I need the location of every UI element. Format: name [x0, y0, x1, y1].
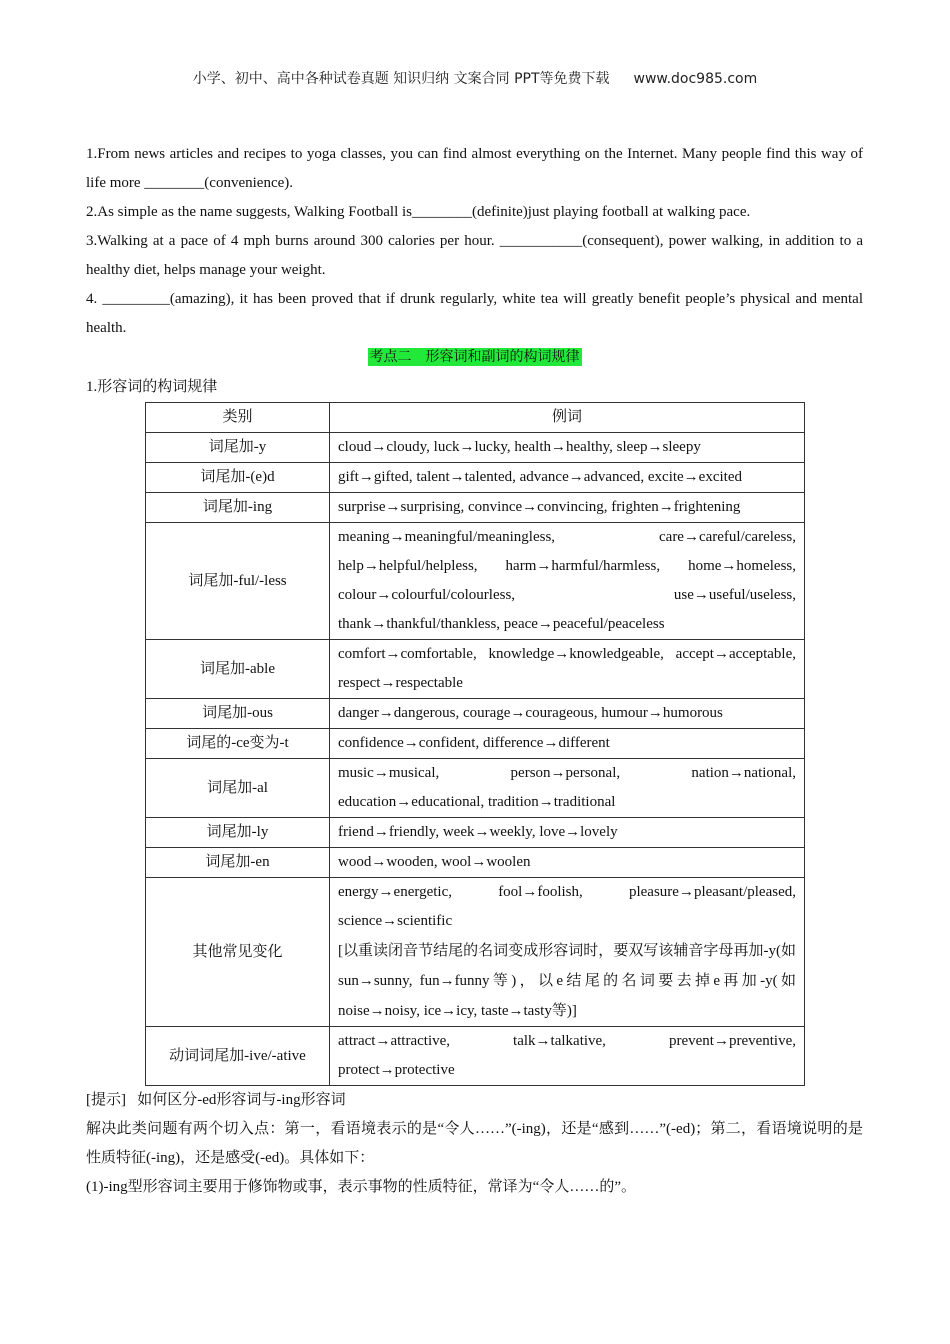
- header-site[interactable]: www.doc985.com: [633, 71, 758, 87]
- table-row: [146, 1027, 805, 1086]
- row-examples: confidence→confident, difference→different: [330, 729, 805, 759]
- row-category: 词尾加-ous: [146, 699, 330, 729]
- row-category: 动词词尾加-ive/-ative: [146, 1027, 330, 1086]
- row-examples: friend→friendly, week→weekly, love→lovely: [330, 818, 805, 848]
- row-examples: gift→gifted, talent→talented, advance→advanced, excite→excited: [330, 463, 805, 493]
- row-examples: danger→dangerous, courage→courageous, humour→humorous: [330, 699, 805, 729]
- row-category: 词尾加-en: [146, 848, 330, 878]
- tip-label: [提示]: [86, 1092, 126, 1108]
- section-title: 考点二 形容词和副词的构词规律: [369, 349, 580, 365]
- table-header-examples: 例词: [330, 403, 805, 433]
- row-examples: meaning→meaningful/meaningless, care→careful/careless, help→helpful/helpless, harm→harmful/harmless, home→homeless, colour→colourful/colourless, use→useful/useless, thank→thankful/thankless, peace→peaceful/peaceless: [330, 523, 805, 640]
- table-row: [146, 759, 805, 818]
- tip-title: 如何区分-ed形容词与-ing形容词: [137, 1092, 346, 1108]
- document-body: [86, 140, 863, 1202]
- page-header: [0, 68, 950, 88]
- row-category: 其他常见变化: [146, 878, 330, 1027]
- table-row: [146, 523, 805, 640]
- row-category: 词尾加-y: [146, 433, 330, 463]
- tip-point-1: (1)-ing型形容词主要用于修饰物或事，表示事物的性质特征，常译为“令人……的”。: [86, 1179, 636, 1195]
- word-formation-table: [145, 402, 805, 1086]
- row-category: 词尾加-ly: [146, 818, 330, 848]
- row-examples-group: [330, 878, 805, 1027]
- table-header-category: 类别: [146, 403, 330, 433]
- row-examples: cloud→cloudy, luck→lucky, health→healthy, sleep→sleepy: [330, 433, 805, 463]
- row-examples: wood→wooden, wool→woolen: [330, 848, 805, 878]
- exercise-2: 2.As simple as the name suggests, Walking Football is________(definite)just playing football at walking pace.: [86, 204, 751, 220]
- row-category: 词尾加-able: [146, 640, 330, 699]
- tip-line: [86, 1086, 863, 1115]
- table-row: [146, 640, 805, 699]
- table-row: [146, 818, 805, 848]
- table-row: [146, 433, 805, 463]
- table-row: [146, 493, 805, 523]
- header-text: 小学、初中、高中各种试卷真题 知识归纳 文案合同 PPT等免费下载: [192, 71, 610, 87]
- tip-body: 解决此类问题有两个切入点：第一，看语境表示的是“令人……”(-ing)，还是“感到……”(-ed)；第二，看语境说明的是性质特征(-ing)，还是感受(-ed)。具体如下：: [86, 1121, 863, 1166]
- row-examples: music→musical, person→personal, nation→national, education→educational, tradition→traditional: [330, 759, 805, 818]
- exercise-3: 3.Walking at a pace of 4 mph burns around 300 calories per hour. ___________(consequent), power walking, in addition to a healthy diet, helps manage your weight.: [86, 233, 863, 278]
- row-category: 词尾加-ing: [146, 493, 330, 523]
- row-examples: comfort→comfortable, knowledge→knowledgeable, accept→acceptable, respect→respectable: [330, 640, 805, 699]
- row-note: [以重读闭音节结尾的名词变成形容词时，要双写该辅音字母再加-y(如sun→sunny, fun→funny等)，以e结尾的名词要去掉e再加-y(如noise→noisy, ice→icy, taste→tasty等)]: [338, 943, 796, 1019]
- exercise-1: 1.From news articles and recipes to yoga classes, you can find almost everything on the Internet. Many people find this way of life more ________(convenience).: [86, 146, 863, 191]
- subheading: 1.形容词的构词规律: [86, 379, 218, 395]
- row-examples: energy→energetic, fool→foolish, pleasure→pleasant/pleased, science→scientific: [338, 884, 796, 929]
- row-examples: attract→attractive, talk→talkative, prevent→preventive, protect→protective: [330, 1027, 805, 1086]
- table-row: [146, 463, 805, 493]
- table-row: [146, 699, 805, 729]
- table-row: [146, 848, 805, 878]
- table-row: [146, 729, 805, 759]
- table-row: [146, 878, 805, 1027]
- table-header-row: [146, 403, 805, 433]
- row-category: 词尾加-al: [146, 759, 330, 818]
- row-category: 词尾加-ful/-less: [146, 523, 330, 640]
- section-heading-wrap: [86, 343, 863, 372]
- row-category: 词尾的-ce变为-t: [146, 729, 330, 759]
- exercise-4: 4. _________(amazing), it has been proved that if drunk regularly, white tea will greatly benefit people’s physical and mental health.: [86, 291, 863, 336]
- row-examples: surprise→surprising, convince→convincing, frighten→frightening: [330, 493, 805, 523]
- row-category: 词尾加-(e)d: [146, 463, 330, 493]
